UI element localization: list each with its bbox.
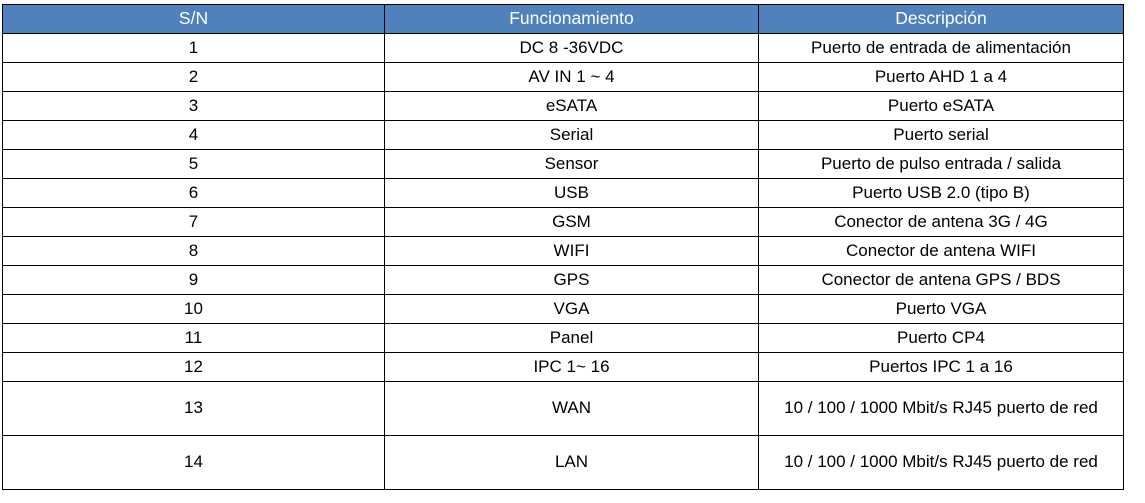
table-row <box>3 150 1124 179</box>
table-row <box>3 34 1124 63</box>
cell-sn: 10 <box>3 295 385 324</box>
table-row <box>3 295 1124 324</box>
table-row <box>3 436 1124 490</box>
cell-descripcion: Puerto VGA <box>759 295 1124 324</box>
cell-descripcion: Puerto CP4 <box>759 324 1124 353</box>
cell-sn: 2 <box>3 63 385 92</box>
cell-sn: 12 <box>3 353 385 382</box>
cell-sn: 13 <box>3 382 385 436</box>
cell-descripcion: Conector de antena WIFI <box>759 237 1124 266</box>
cell-sn: 7 <box>3 208 385 237</box>
cell-funcionamiento: WAN <box>385 382 759 436</box>
cell-funcionamiento: Sensor <box>385 150 759 179</box>
table-row <box>3 121 1124 150</box>
table-row <box>3 237 1124 266</box>
port-function-table <box>2 4 1124 490</box>
cell-funcionamiento: Serial <box>385 121 759 150</box>
cell-descripcion: 10 / 100 / 1000 Mbit/s RJ45 puerto de red <box>759 436 1124 490</box>
table-header-row <box>3 5 1124 34</box>
table-row <box>3 63 1124 92</box>
cell-sn: 4 <box>3 121 385 150</box>
cell-descripcion: Puerto eSATA <box>759 92 1124 121</box>
cell-sn: 5 <box>3 150 385 179</box>
cell-descripcion: Puerto USB 2.0 (tipo B) <box>759 179 1124 208</box>
column-header-sn: S/N <box>3 5 385 34</box>
cell-funcionamiento: WIFI <box>385 237 759 266</box>
cell-descripcion: Puerto AHD 1 a 4 <box>759 63 1124 92</box>
cell-descripcion: Puertos IPC 1 a 16 <box>759 353 1124 382</box>
cell-sn: 9 <box>3 266 385 295</box>
cell-funcionamiento: USB <box>385 179 759 208</box>
cell-descripcion: Puerto serial <box>759 121 1124 150</box>
cell-sn: 14 <box>3 436 385 490</box>
cell-funcionamiento: LAN <box>385 436 759 490</box>
cell-descripcion: Conector de antena GPS / BDS <box>759 266 1124 295</box>
column-header-descripcion: Descripción <box>759 5 1124 34</box>
cell-funcionamiento: GPS <box>385 266 759 295</box>
cell-funcionamiento: AV IN 1 ~ 4 <box>385 63 759 92</box>
cell-funcionamiento: DC 8 -36VDC <box>385 34 759 63</box>
cell-descripcion: Conector de antena 3G / 4G <box>759 208 1124 237</box>
table-row <box>3 353 1124 382</box>
table-row <box>3 382 1124 436</box>
cell-funcionamiento: GSM <box>385 208 759 237</box>
cell-descripcion: 10 / 100 / 1000 Mbit/s RJ45 puerto de red <box>759 382 1124 436</box>
cell-sn: 3 <box>3 92 385 121</box>
cell-funcionamiento: eSATA <box>385 92 759 121</box>
cell-sn: 8 <box>3 237 385 266</box>
cell-descripcion: Puerto de entrada de alimentación <box>759 34 1124 63</box>
cell-funcionamiento: Panel <box>385 324 759 353</box>
cell-sn: 1 <box>3 34 385 63</box>
cell-sn: 11 <box>3 324 385 353</box>
table-row <box>3 179 1124 208</box>
table-header <box>3 5 1124 34</box>
cell-funcionamiento: IPC 1~ 16 <box>385 353 759 382</box>
table-row <box>3 92 1124 121</box>
table-body <box>3 34 1124 490</box>
column-header-funcionamiento: Funcionamiento <box>385 5 759 34</box>
table-row <box>3 208 1124 237</box>
cell-descripcion: Puerto de pulso entrada / salida <box>759 150 1124 179</box>
cell-sn: 6 <box>3 179 385 208</box>
cell-funcionamiento: VGA <box>385 295 759 324</box>
table-row <box>3 266 1124 295</box>
table-row <box>3 324 1124 353</box>
